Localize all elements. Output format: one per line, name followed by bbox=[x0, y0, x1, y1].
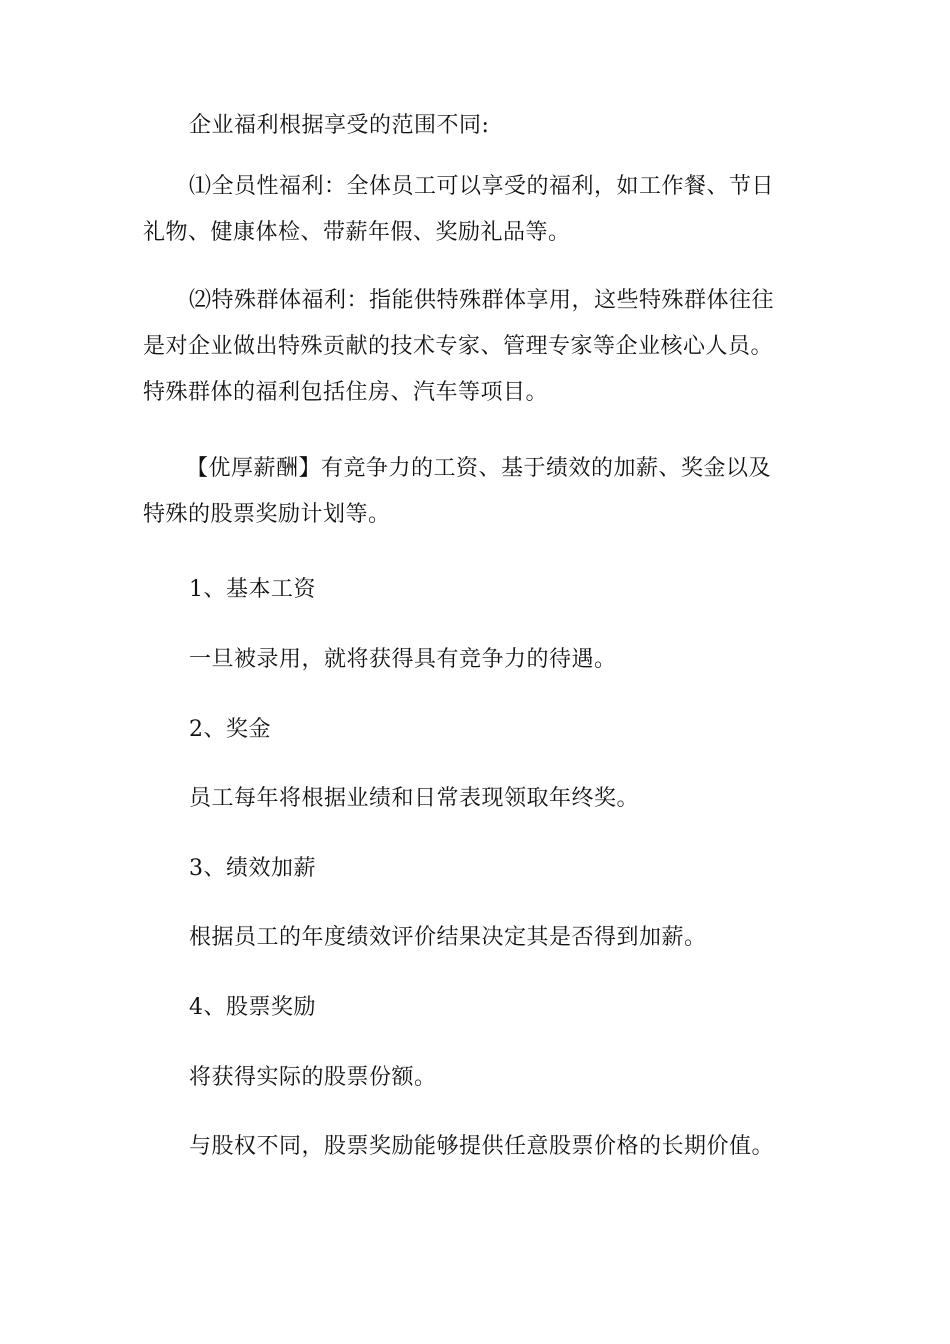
intro-text: 企业福利根据享受的范围不同: bbox=[189, 113, 490, 138]
salary-intro-line-1: 【优厚薪酬】有竞争力的工资、基于绩效的加薪、奖金以及 bbox=[186, 456, 772, 481]
section-2-heading-text: 2、奖金 bbox=[189, 717, 271, 742]
section-3-body bbox=[143, 915, 813, 961]
section-4-heading-text: 4、股票奖励 bbox=[189, 995, 316, 1020]
benefit-item-1 bbox=[143, 164, 813, 256]
benefit-item-2-line-1: ⑵特殊群体福利：指能供特殊群体享用，这些特殊群体往往 bbox=[189, 288, 775, 313]
section-3-body-text: 根据员工的年度绩效评价结果决定其是否得到加薪。 bbox=[189, 925, 707, 950]
section-2-heading bbox=[143, 707, 813, 753]
salary-intro-line-2: 特殊的股票奖励计划等。 bbox=[143, 502, 391, 527]
intro-paragraph bbox=[143, 103, 813, 149]
section-1-heading-text: 1、基本工资 bbox=[189, 577, 316, 602]
section-4-body-1 bbox=[143, 1055, 813, 1101]
benefit-item-2-line-3: 特殊群体的福利包括住房、汽车等项目。 bbox=[143, 380, 549, 405]
section-4-body-2 bbox=[143, 1124, 813, 1170]
benefit-item-1-line-1: ⑴全员性福利：全体员工可以享受的福利，如工作餐、节日 bbox=[189, 174, 775, 199]
section-3-heading bbox=[143, 846, 813, 892]
benefit-item-1-line-2: 礼物、健康体检、带薪年假、奖励礼品等。 bbox=[143, 220, 571, 245]
benefit-item-2-line-2: 是对企业做出特殊贡献的技术专家、管理专家等企业核心人员。 bbox=[143, 334, 774, 359]
salary-intro-paragraph bbox=[143, 446, 813, 538]
section-4-body-1-text: 将获得实际的股票份额。 bbox=[189, 1065, 437, 1090]
section-1-body-text: 一旦被录用，就将获得具有竞争力的待遇。 bbox=[189, 647, 617, 672]
section-1-body bbox=[143, 637, 813, 683]
benefit-item-2 bbox=[143, 278, 813, 416]
section-2-body bbox=[143, 776, 813, 822]
section-4-heading bbox=[143, 985, 813, 1031]
section-1-heading bbox=[143, 567, 813, 613]
section-3-heading-text: 3、绩效加薪 bbox=[189, 856, 316, 881]
section-2-body-text: 员工每年将根据业绩和日常表现领取年终奖。 bbox=[189, 786, 640, 811]
section-4-body-2-text: 与股权不同，股票奖励能够提供任意股票价格的长期价值。 bbox=[189, 1134, 775, 1159]
